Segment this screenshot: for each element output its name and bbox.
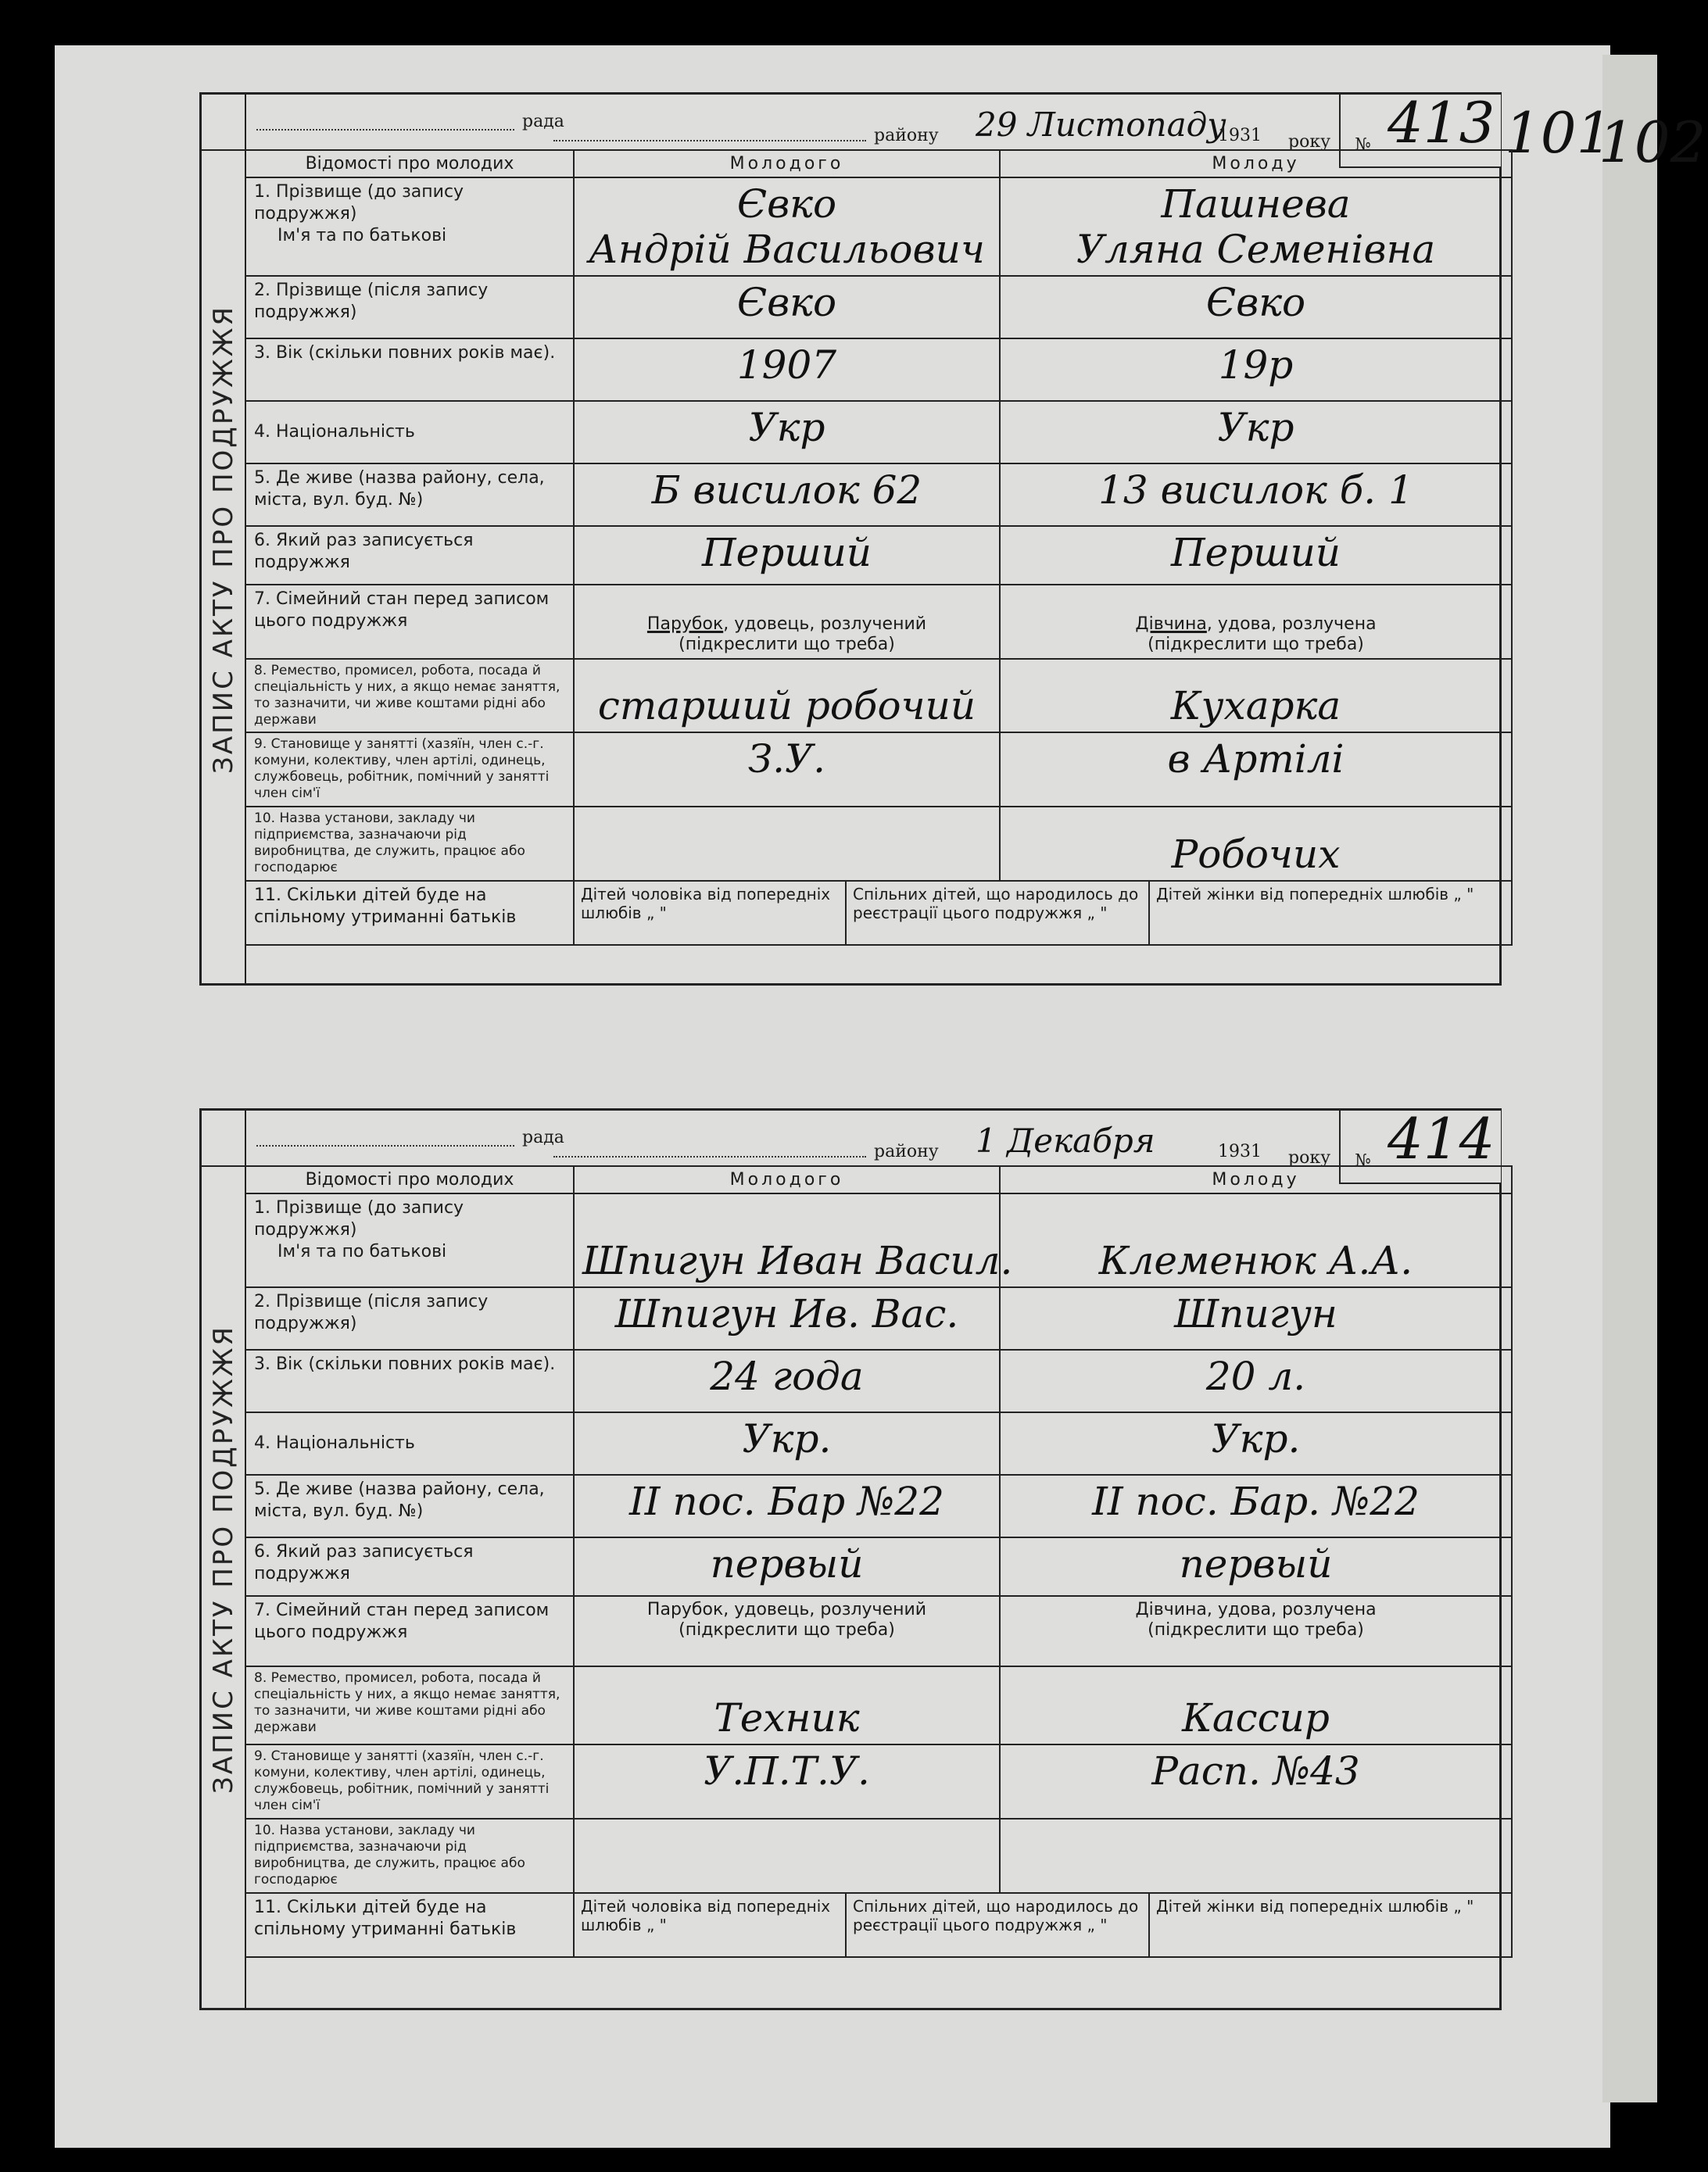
record-table: Відомості про молодих Молодого Молоду 1. Прізвище (до запису подружжя) Ім'я та по батькові Шпигун Иван Васил. Клеменюк А.А. 2. Прізвище (після запису подружжя) Шпигун Ив. Вас. Шпигун 3. Вік (скільки повних років має). 24 года 20 л. 4. Національність Укр. Укр. 5. Де живе (назва району, села, міста, вул. буд. №) II пос. Бар №22 II пос. Бар. №22 6. Який раз записується подружжя первый первый 7. Сімейний стан перед записом цього подружжя Парубок, удовець, розлучений (підкреслити що треба) Дівчина, удова, розлучена (підкреслити що треба) 8. Ремество, промисел, робота, посада й спеціальність у них, а якщо немає заняття, то зазначити, чи живе коштами рідні або держави Техник Кассир 9. Становище у занятті (хазяїн, член с.-г. комуни, колективу, член артілі, одинець, службовець, робітник, помічний у занятті член сім'ї У.П.Т.У. Расп. №43 10. Назва установи, закладу чи підприємства, зазначаючи рід виробництва, де служить, працює або господарює 11. Скільки дітей буде на спільному утриманні батьків Дітей чоловіка від попередніх шлюбів „ " Спільних дітей, що народилось до реєстрації цього подружжя „ " Дітей жінки від попередніх шлюбів „ " bbox=[245, 1165, 1513, 1958]
bride-surname-after: Євко bbox=[1000, 276, 1512, 338]
bride-occupation: Кассир bbox=[1000, 1666, 1512, 1744]
page-number-left: 101 bbox=[1505, 100, 1613, 166]
groom-institution bbox=[574, 807, 1000, 881]
record-number-box: № 413 bbox=[1339, 95, 1501, 168]
row-label-3: 3. Вік (скільки повних років має). bbox=[245, 1350, 574, 1412]
bride-occupation: Кухарка bbox=[1000, 659, 1512, 732]
groom-marital-status: Парубок, удовець, розлучений (підкреслити що треба) bbox=[574, 585, 1000, 659]
record-date: 1 Декабря bbox=[976, 1122, 1155, 1160]
groom-age: 24 года bbox=[574, 1350, 1000, 1412]
row-label-2: 2. Прізвище (після запису подружжя) bbox=[245, 276, 574, 338]
bride-institution bbox=[1000, 1819, 1512, 1893]
page-number-right: 102 bbox=[1599, 109, 1706, 175]
bride-position: в Артілі bbox=[1000, 732, 1512, 807]
record-date: 29 Листопаду bbox=[976, 106, 1226, 144]
next-page-edge bbox=[1602, 55, 1657, 2102]
bride-institution: Робочих bbox=[1000, 807, 1512, 881]
children-wife-label: Дітей жінки від попередніх шлюбів „ " bbox=[1156, 1897, 1474, 1916]
row-label-9: 9. Становище у занятті (хазяїн, член с.-г. комуни, колективу, член артілі, одинець, службовець, робітник, помічний у занятті член сім'ї bbox=[245, 732, 574, 807]
bride-nationality: Укр. bbox=[1000, 1412, 1512, 1475]
record-header: рада району 29 Листопаду 1931 року № 413 bbox=[202, 95, 1499, 151]
groom-nationality: Укр. bbox=[574, 1412, 1000, 1475]
row-label-10: 10. Назва установи, закладу чи підприємства, зазначаючи рід виробництва, де служить, працює або господарює bbox=[245, 1819, 574, 1893]
bride-address: II пос. Бар. №22 bbox=[1000, 1475, 1512, 1537]
bride-surname-name: Пашнева Уляна Семенівна bbox=[1000, 177, 1512, 276]
row-label-11: 11. Скільки дітей буде на спільному утриманні батьків bbox=[245, 1893, 574, 1957]
row-label-4: 4. Національність bbox=[245, 1412, 574, 1475]
bride-marital-status: Дівчина, удова, розлучена (підкреслити що треба) bbox=[1000, 585, 1512, 659]
bride-marital-status: Дівчина, удова, розлучена (підкреслити що треба) bbox=[1000, 1596, 1512, 1666]
children-common-label: Спільних дітей, що народилось до реєстрації цього подружжя „ " bbox=[847, 1894, 1150, 1956]
record-header: рада району 1 Декабря 1931 року № 414 bbox=[202, 1111, 1499, 1167]
groom-surname-after: Євко bbox=[574, 276, 1000, 338]
row-label-6: 6. Який раз записується подружжя bbox=[245, 1537, 574, 1596]
children-husband-label: Дітей чоловіка від попередніх шлюбів „ " bbox=[575, 1894, 847, 1956]
row-label-1: 1. Прізвище (до запису подружжя) Ім'я та по батькові bbox=[245, 1193, 574, 1287]
children-husband-label: Дітей чоловіка від попередніх шлюбів „ " bbox=[575, 882, 847, 944]
row-label-3: 3. Вік (скільки повних років має). bbox=[245, 338, 574, 401]
groom-times: первый bbox=[574, 1537, 1000, 1596]
groom-times: Перший bbox=[574, 526, 1000, 585]
groom-occupation: старший робочий bbox=[574, 659, 1000, 732]
record-title-sidebar: ЗАПИС АКТУ ПРО ПОДРУЖЖЯ bbox=[202, 95, 246, 983]
record-number: 413 bbox=[1388, 90, 1495, 156]
record-title-sidebar: ЗАПИС АКТУ ПРО ПОДРУЖЖЯ bbox=[202, 1111, 246, 2008]
record-number-box: № 414 bbox=[1339, 1111, 1501, 1184]
row-label-7: 7. Сімейний стан перед записом цього подружжя bbox=[245, 1596, 574, 1666]
record-number: 414 bbox=[1388, 1106, 1495, 1172]
bride-nationality: Укр bbox=[1000, 401, 1512, 463]
marriage-record-1 bbox=[199, 92, 1502, 986]
bride-address: 13 висилок б. 1 bbox=[1000, 463, 1512, 526]
row-label-2: 2. Прізвище (після запису подружжя) bbox=[245, 1287, 574, 1350]
row-label-8: 8. Ремество, промисел, робота, посада й спеціальність у них, а якщо немає заняття, то зазначити, чи живе коштами рідні або держави bbox=[245, 659, 574, 732]
record-table: Відомості про молодих Молодого Молоду 1. Прізвище (до запису подружжя) Ім'я та по батькові Євко Андрій Васильович Пашнева Уляна Семенівна 2. Прізвище (після запису подружжя) Євко Євко 3. Вік (скільки повних років має). 1907 19р 4. Національність Укр Укр 5. Де живе (назва району, села, міста, вул. буд. №) Б висилок 62 13 висилок б. 1 6. Який раз записується подружжя Перший Перший 7. Сімейний стан перед записом цього подружжя Парубок, удовець, розлучений (підкреслити що треба) Дівчина, удова, розлучена (підкреслити що треба) 8. Ремество, промисел, робота, посада й спеціальність у них, а якщо немає заняття, то зазначити, чи живе коштами рідні або держави старший робочий Кухарка 9. Становище у занятті (хазяїн, член с.-г. комуни, колективу, член артілі, одинець, службовець, робітник, помічний у занятті член сім'ї З.У. в Артілі 10. Назва установи, закладу чи підприємства, зазначаючи рід виробництва, де служить, працює або господарює Робочих 11. Скільки дітей буде на спільному утриманні батьків Дітей чоловіка від попередніх шлюбів „ " Спільних дітей, що народилось до реєстрації цього подружжя „ " Дітей жінки від попередніх шлюбів „ " bbox=[245, 149, 1513, 946]
row-label-1: 1. Прізвище (до запису подружжя) Ім'я та по батькові bbox=[245, 177, 574, 276]
groom-address: II пос. Бар №22 bbox=[574, 1475, 1000, 1537]
children-common-label: Спільних дітей, що народилось до реєстрації цього подружжя „ " bbox=[847, 882, 1150, 944]
row-label-10: 10. Назва установи, закладу чи підприємства, зазначаючи рід виробництва, де служить, працює або господарює bbox=[245, 807, 574, 881]
children-wife-label: Дітей жінки від попередніх шлюбів „ " bbox=[1156, 885, 1474, 904]
row-label-9: 9. Становище у занятті (хазяїн, член с.-г. комуни, колективу, член артілі, одинець, службовець, робітник, помічний у занятті член сім'ї bbox=[245, 1744, 574, 1819]
groom-occupation: Техник bbox=[574, 1666, 1000, 1744]
groom-address: Б висилок 62 bbox=[574, 463, 1000, 526]
groom-marital-status: Парубок, удовець, розлучений (підкреслити що треба) bbox=[574, 1596, 1000, 1666]
bride-age: 19р bbox=[1000, 338, 1512, 401]
bride-surname-name: Клеменюк А.А. bbox=[1000, 1193, 1512, 1287]
bride-position: Расп. №43 bbox=[1000, 1744, 1512, 1819]
marriage-record-2 bbox=[199, 1108, 1502, 2010]
bride-times: Перший bbox=[1000, 526, 1512, 585]
groom-institution bbox=[574, 1819, 1000, 1893]
groom-position: З.У. bbox=[574, 732, 1000, 807]
row-label-6: 6. Який раз записується подружжя bbox=[245, 526, 574, 585]
groom-surname-after: Шпигун Ив. Вас. bbox=[574, 1287, 1000, 1350]
row-label-8: 8. Ремество, промисел, робота, посада й спеціальність у них, а якщо немає заняття, то зазначити, чи живе коштами рідні або держави bbox=[245, 1666, 574, 1744]
row-label-11: 11. Скільки дітей буде на спільному утриманні батьків bbox=[245, 881, 574, 945]
row-label-4: 4. Національність bbox=[245, 401, 574, 463]
groom-age: 1907 bbox=[574, 338, 1000, 401]
row-label-7: 7. Сімейний стан перед записом цього подружжя bbox=[245, 585, 574, 659]
bride-times: первый bbox=[1000, 1537, 1512, 1596]
groom-nationality: Укр bbox=[574, 401, 1000, 463]
bride-age: 20 л. bbox=[1000, 1350, 1512, 1412]
row-label-5: 5. Де живе (назва району, села, міста, вул. буд. №) bbox=[245, 463, 574, 526]
row-label-5: 5. Де живе (назва району, села, міста, вул. буд. №) bbox=[245, 1475, 574, 1537]
groom-position: У.П.Т.У. bbox=[574, 1744, 1000, 1819]
groom-surname-name: Шпигун Иван Васил. bbox=[574, 1193, 1000, 1287]
groom-surname-name: Євко Андрій Васильович bbox=[574, 177, 1000, 276]
bride-surname-after: Шпигун bbox=[1000, 1287, 1512, 1350]
